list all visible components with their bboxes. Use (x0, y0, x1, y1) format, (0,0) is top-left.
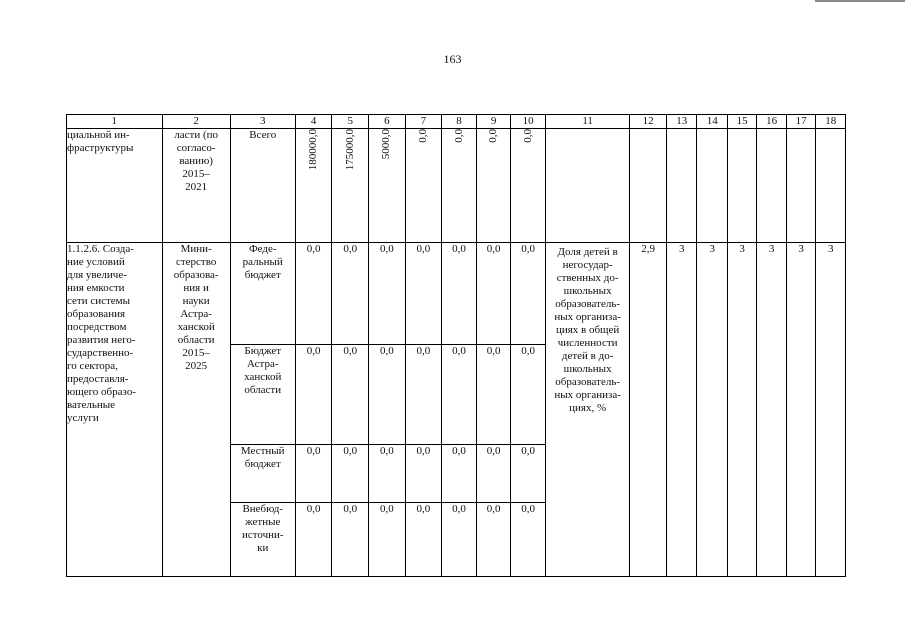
funding-row-federal (67, 243, 846, 345)
funding-source-cell: Феде- ральный бюджет (230, 243, 295, 345)
column-number: 6 (369, 115, 406, 129)
amount-value: 0,0 (511, 345, 546, 445)
amount-value: 0,0 (476, 243, 511, 345)
indicator-value: 3 (666, 243, 697, 577)
column-number: 1 (67, 115, 163, 129)
indicator-value-cell (630, 129, 667, 243)
amount-value: 0,0 (476, 503, 511, 577)
amount-value: 0,0 (332, 445, 369, 503)
column-number: 8 (442, 115, 477, 129)
scan-edge-mark (815, 0, 905, 2)
page-number: 163 (443, 52, 462, 66)
amount-value: 0,0 (442, 503, 477, 577)
indicator-value-cell (727, 129, 756, 243)
column-number: 16 (757, 115, 786, 129)
funding-source-cell: Местный бюджет (230, 445, 295, 503)
amount-value: 0,0 (332, 345, 369, 445)
indicator-value-cell (816, 129, 846, 243)
amount-value: 0,0 (511, 445, 546, 503)
executor-cell: ласти (по согласо- ванию) 2015– 2021 (162, 129, 230, 243)
column-number: 13 (666, 115, 697, 129)
column-number: 15 (727, 115, 756, 129)
column-number: 12 (630, 115, 667, 129)
indicator-value: 3 (786, 243, 815, 577)
amount-value: 0,0 (295, 345, 332, 445)
indicator-value-cell (786, 129, 815, 243)
column-number: 11 (545, 115, 629, 129)
amount-value: 180000,0 (307, 129, 320, 171)
column-number: 7 (405, 115, 442, 129)
amount-value: 0,0 (369, 345, 406, 445)
column-number: 17 (786, 115, 815, 129)
executor-cell: Мини- стерство образова- ния и науки Астра- ханской области 2015– 2025 (162, 243, 230, 577)
amount-value: 0,0 (405, 445, 442, 503)
column-number-row (67, 115, 846, 129)
amount-value: 0,0 (416, 129, 429, 143)
carry-over-row (67, 129, 846, 243)
amount-value: 0,0 (369, 243, 406, 345)
indicator-value-cell (757, 129, 786, 243)
funding-source-cell: Бюджет Астра- ханской области (230, 345, 295, 445)
amount-value: 0,0 (452, 129, 465, 143)
amount-value: 0,0 (405, 345, 442, 445)
indicator-value-cell (697, 129, 728, 243)
column-number: 3 (230, 115, 295, 129)
amount-value: 0,0 (369, 445, 406, 503)
column-number: 4 (295, 115, 332, 129)
amount-value: 5000,0 (380, 129, 393, 160)
amount-value: 0,0 (295, 243, 332, 345)
funding-source-cell: Внебюд- жетные источни- ки (230, 503, 295, 577)
indicator-value: 2,9 (630, 243, 667, 577)
amount-value: 0,0 (442, 445, 477, 503)
amount-value: 0,0 (442, 345, 477, 445)
amount-value: 0,0 (405, 243, 442, 345)
amount-value: 0,0 (405, 503, 442, 577)
amount-value: 0,0 (295, 503, 332, 577)
column-number: 10 (511, 115, 546, 129)
amount-value: 175000,0 (343, 129, 356, 171)
amount-value: 0,0 (476, 345, 511, 445)
indicator-value: 3 (757, 243, 786, 577)
column-number: 18 (816, 115, 846, 129)
measure-name-cell: 1.1.2.6. Созда- ние условий для увеличе- ния емкости сети системы образования посредством развития него- сударственно- го сектора, предоставля- ющего образо- вательные услуги (67, 243, 163, 577)
indicator-cell (545, 129, 629, 243)
amount-value: 0,0 (295, 445, 332, 503)
amount-value: 0,0 (442, 243, 477, 345)
amount-value: 0,0 (511, 503, 546, 577)
indicator-value: 3 (816, 243, 846, 577)
column-number: 14 (697, 115, 728, 129)
measure-name-cell: циальной ин- фраструктуры (67, 129, 163, 243)
amount-value: 0,0 (369, 503, 406, 577)
amount-value: 0,0 (476, 445, 511, 503)
column-number: 2 (162, 115, 230, 129)
amount-value: 0,0 (521, 129, 534, 143)
amount-value: 0,0 (487, 129, 500, 143)
program-table (66, 114, 846, 577)
indicator-value-cell (666, 129, 697, 243)
amount-value: 0,0 (332, 243, 369, 345)
column-number: 9 (476, 115, 511, 129)
column-number: 5 (332, 115, 369, 129)
indicator-value: 3 (697, 243, 728, 577)
funding-source-cell: Всего (230, 129, 295, 243)
indicator-value: 3 (727, 243, 756, 577)
indicator-cell: Доля детей в негосудар- ственных до- школьных образователь- ных организа- циях в общей численности детей в до- школьных образователь- ных организа- циях, % (545, 243, 629, 577)
amount-value: 0,0 (332, 503, 369, 577)
amount-value: 0,0 (511, 243, 546, 345)
